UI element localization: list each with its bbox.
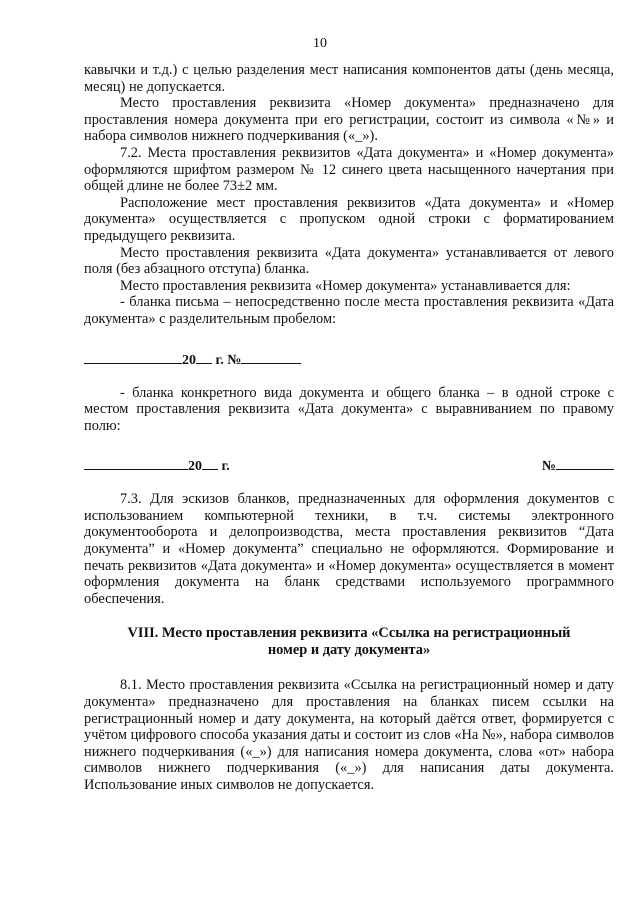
paragraph-number-placement-intro: Место проставления реквизита «Номер документа» устанавливается для:: [120, 277, 571, 294]
heading-line-1: VIII. Место проставления реквизита «Ссылка на регистрационный: [127, 625, 571, 642]
heading-line-2: номер и дату документа»: [267, 642, 431, 659]
paragraph-7-2-font: 7.2. Места проставления реквизитов «Дата документа» и «Номер документа» оформляются шрифтом размером № 12 синего цвета насыщенного начертания при общей длине не более 73±2 мм.: [84, 144, 614, 195]
sample-blank-date-number: [84, 456, 614, 473]
year-underline: [196, 350, 212, 364]
number-underline: [556, 456, 614, 470]
year-underline: [202, 456, 218, 470]
paragraph-date-left-field: Место проставления реквизита «Дата документа» устанавливается от левого поля (без абзацного отступа) бланка.: [84, 244, 614, 278]
paragraph-letter-blank: - бланка письма – непосредственно после места проставления реквизита «Дата документа» с разделительным пробелом:: [84, 294, 614, 327]
paragraph-date-continuation: кавычки и т.д.) с целью разделения мест написания компонентов даты (день месяца, месяц) не допускается.: [84, 62, 614, 95]
paragraph-number-purpose: Место проставления реквизита «Номер документа» предназначено для проставления номера документа при его регистрации, состоит из символа «№» и набора символов нижнего подчеркивания («_»).: [84, 95, 614, 145]
number-field-right: [542, 456, 614, 475]
paragraph-placement: Расположение мест проставления реквизитов «Дата документа» и «Номер документа» осуществляется с пропуском одной строки с форматированием предыдущего реквизита.: [84, 194, 614, 244]
date-underline: [84, 456, 188, 470]
year-suffix: г.: [221, 459, 230, 475]
paragraph-7-3-sketches: 7.3. Для эскизов бланков, предназначенных для оформления документов с использованием компьютерной техники, в т.ч. системы электронного документооборота и делопроизводства, места проставления реквизитов “Дата документа” и «Номер документа” специально не оформляются. Формирование и печать реквизитов «Дата документа» и «Номер документа» осуществляется в момент оформления документа на бланк средствами используемого программного обеспечения.: [84, 491, 614, 607]
paragraph-general-blank: - бланка конкретного вида документа и общего бланка – в одной строке с местом проставления реквизита «Дата документа» с выравниванием по правому полю:: [84, 384, 614, 434]
year-prefix: 20: [188, 459, 202, 475]
year-prefix: 20: [182, 352, 196, 368]
page-number: 10: [313, 36, 327, 51]
sample-letter-date-number: [84, 350, 614, 367]
number-underline: [241, 350, 301, 364]
section-heading-viii: [84, 625, 614, 659]
date-underline: [84, 350, 182, 364]
document-body: [84, 62, 614, 794]
number-sign: №: [541, 459, 556, 475]
paragraph-8-1-reference: 8.1. Место проставления реквизита «Ссылка на регистрационный номер и дату документа» предназначено для проставления на бланках писем ссылки на регистрационный номер и дату документа, на который даётся ответ, формируется с учётом цифрового способа указания даты и состоит из слов «На №», набора символов нижнего подчеркивания («_») для написания номера документа, слова «от» набора символов нижнего подчеркивания («_») для написания даты документа. Использование иных символов не допускается.: [84, 677, 614, 793]
year-suffix-number-sign: г. №: [215, 352, 242, 368]
